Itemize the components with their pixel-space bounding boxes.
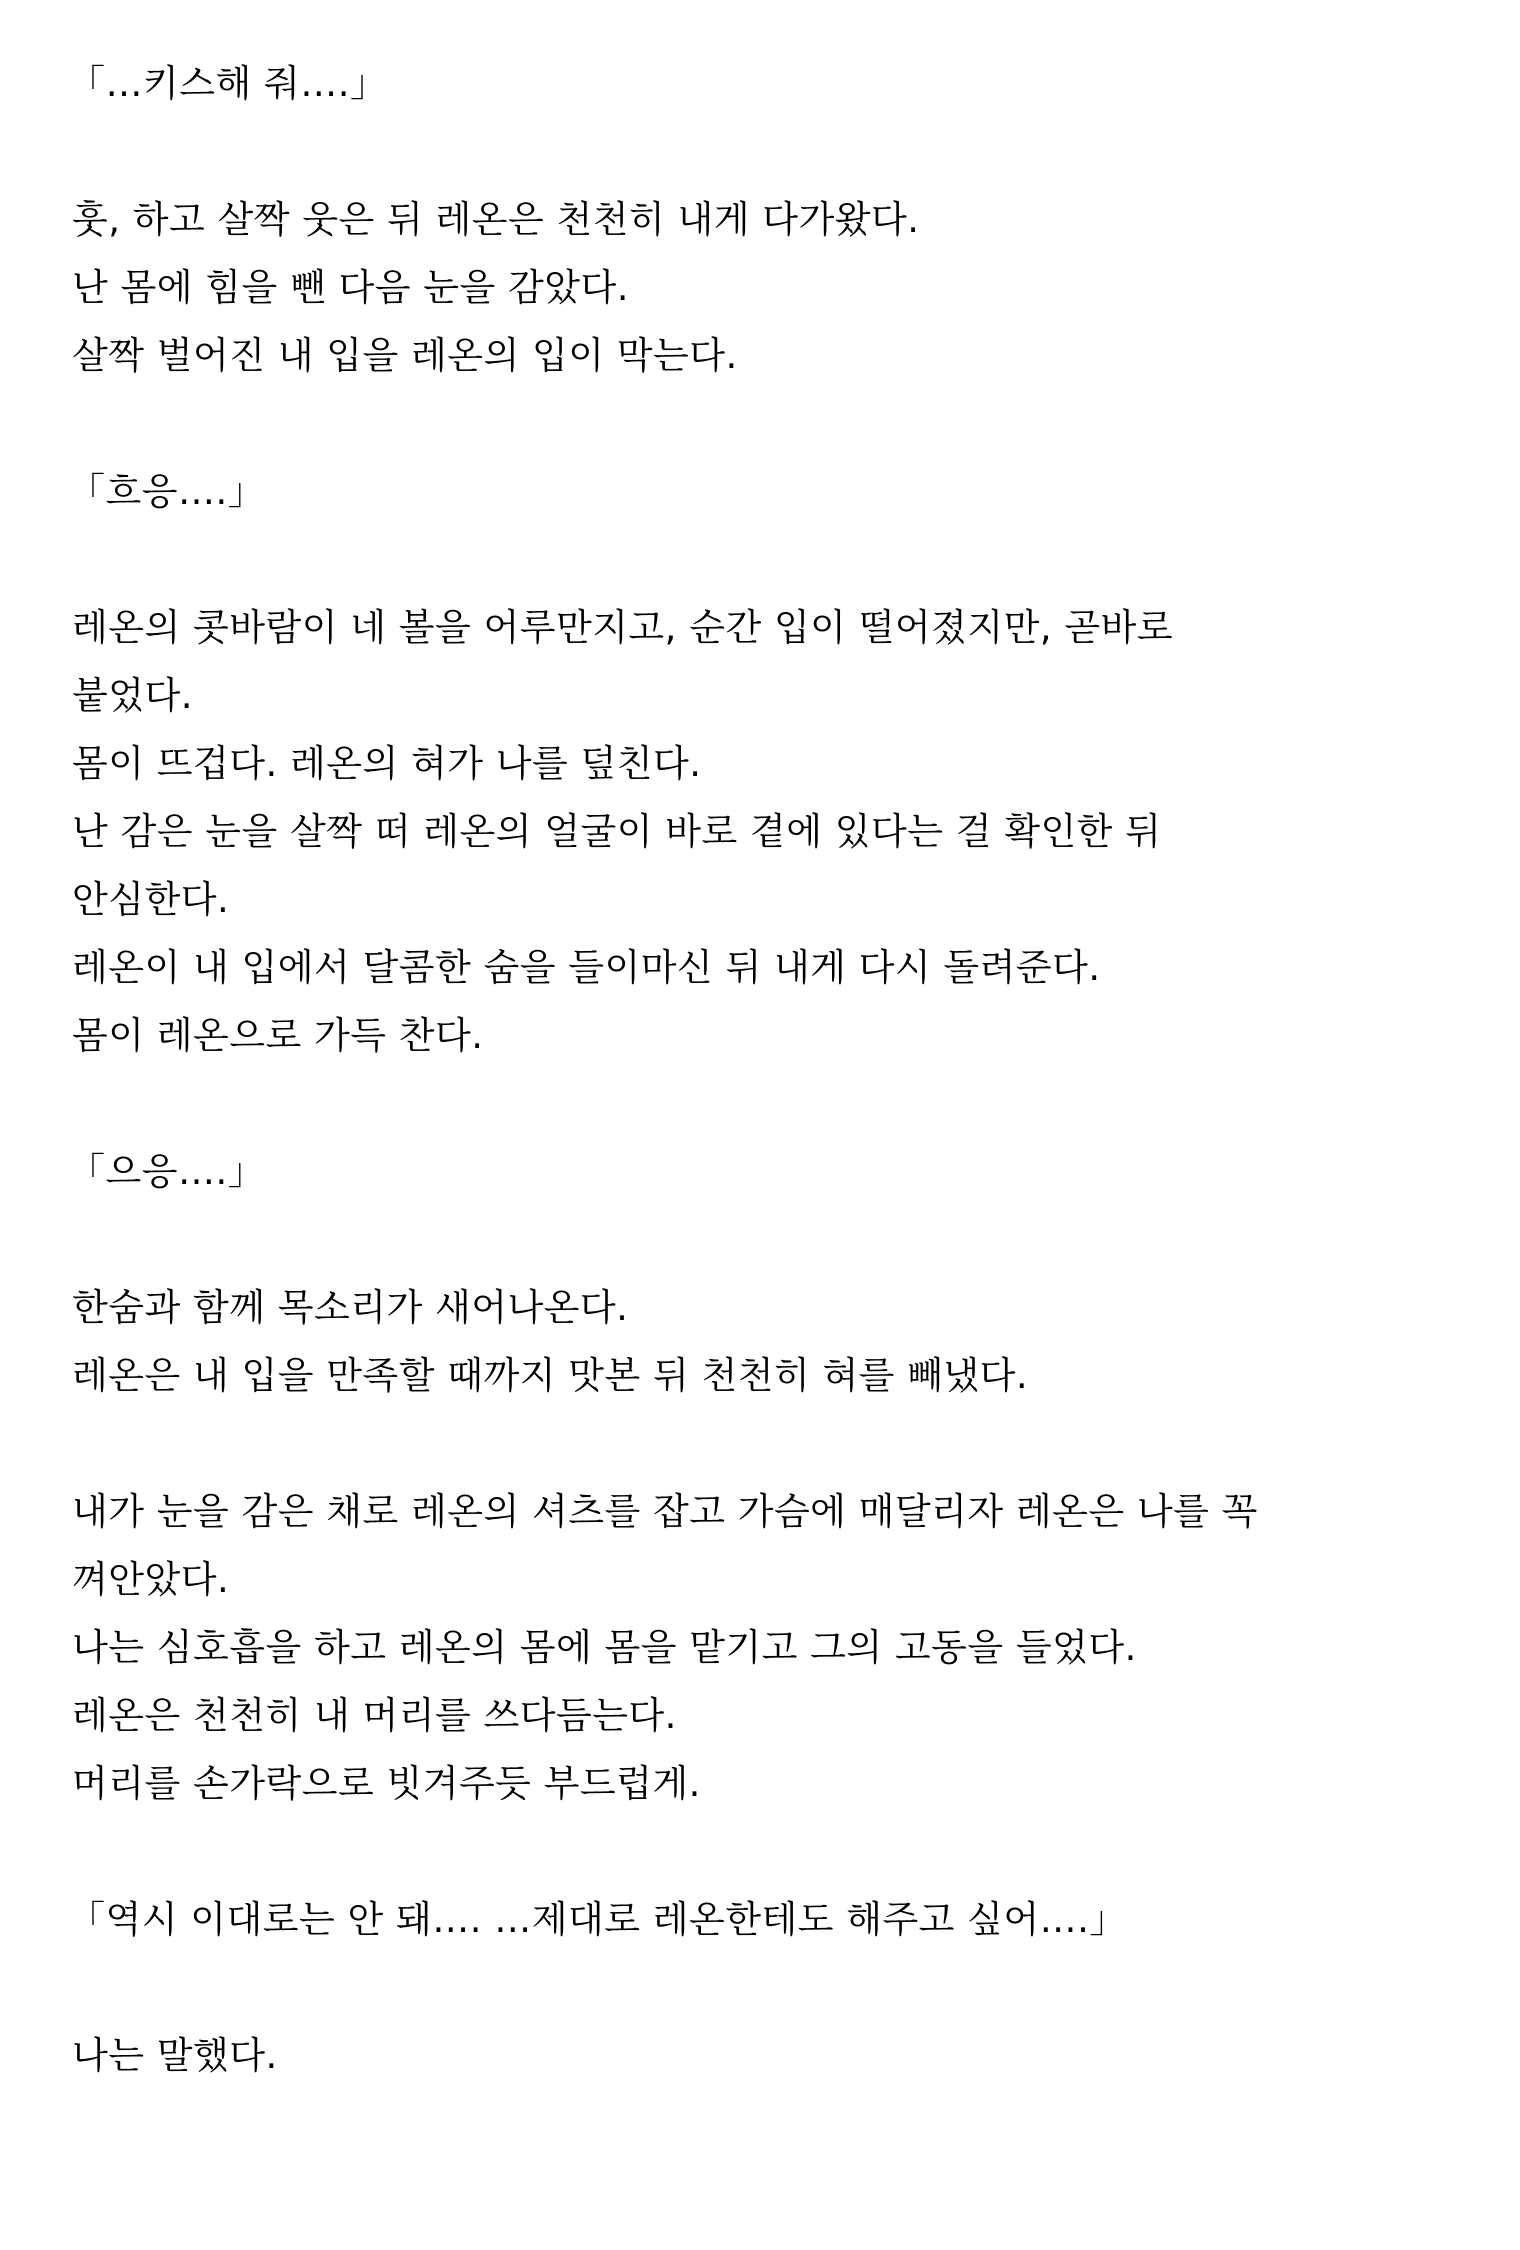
dialogue-line: 「역시 이대로는 안 돼…. …제대로 레온한테도 해주고 싶어….」 — [68, 1898, 1127, 1941]
narration-line: 몸이 레온으로 가득 찬다. — [72, 1014, 484, 1057]
narration-line: 레온이 내 입에서 달콤한 숨을 들이마신 뒤 내게 다시 돌려준다. — [72, 946, 1101, 989]
blank-line — [72, 1954, 1460, 2022]
narration-line: 레온은 천천히 내 머리를 쓰다듬는다. — [72, 1694, 677, 1737]
blank-line — [72, 1206, 1460, 1274]
narration-line: 나는 말했다. — [72, 2034, 278, 2077]
narration-line: 살짝 벌어진 내 입을 레온의 입이 막는다. — [72, 334, 738, 377]
narration-line: 훗, 하고 살짝 웃은 뒤 레온은 천천히 내게 다가왔다. — [72, 198, 920, 241]
blank-line — [72, 526, 1460, 594]
narration-line: 레온의 콧바람이 네 볼을 어루만지고, 순간 입이 떨어졌지만, 곧바로 — [72, 606, 1174, 649]
dialogue-line: 「…키스해 줘….」 — [68, 62, 388, 105]
dialogue-line: 「흐응….」 — [68, 470, 266, 513]
narration-line: 레온은 내 입을 만족할 때까지 맛본 뒤 천천히 혀를 빼냈다. — [72, 1354, 1029, 1397]
blank-line — [72, 390, 1460, 458]
narration-line: 난 몸에 힘을 뺀 다음 눈을 감았다. — [72, 266, 629, 309]
narration-line: 머리를 손가락으로 빗겨주듯 부드럽게. — [72, 1762, 701, 1805]
narration-line: 껴안았다. — [72, 1558, 230, 1601]
blank-line — [72, 1818, 1460, 1886]
narration-line: 몸이 뜨겁다. 레온의 혀가 나를 덮친다. — [72, 742, 702, 785]
blank-line — [72, 1410, 1460, 1478]
narration-line: 난 감은 눈을 살짝 떠 레온의 얼굴이 바로 곁에 있다는 걸 확인한 뒤 — [72, 810, 1162, 853]
narration-line: 붙었다. — [72, 674, 193, 717]
dialogue-line: 「으응….」 — [68, 1150, 266, 1193]
narration-line: 한숨과 함께 목소리가 새어나온다. — [72, 1286, 629, 1329]
narration-line: 내가 눈을 감은 채로 레온의 셔츠를 잡고 가슴에 매달리자 레온은 나를 꼭 — [72, 1490, 1258, 1533]
blank-line — [72, 1070, 1460, 1138]
narration-line: 안심한다. — [72, 878, 230, 921]
narration-line: 나는 심호흡을 하고 레온의 몸에 몸을 맡기고 그의 고동을 들었다. — [72, 1626, 1137, 1669]
blank-line — [72, 118, 1460, 186]
